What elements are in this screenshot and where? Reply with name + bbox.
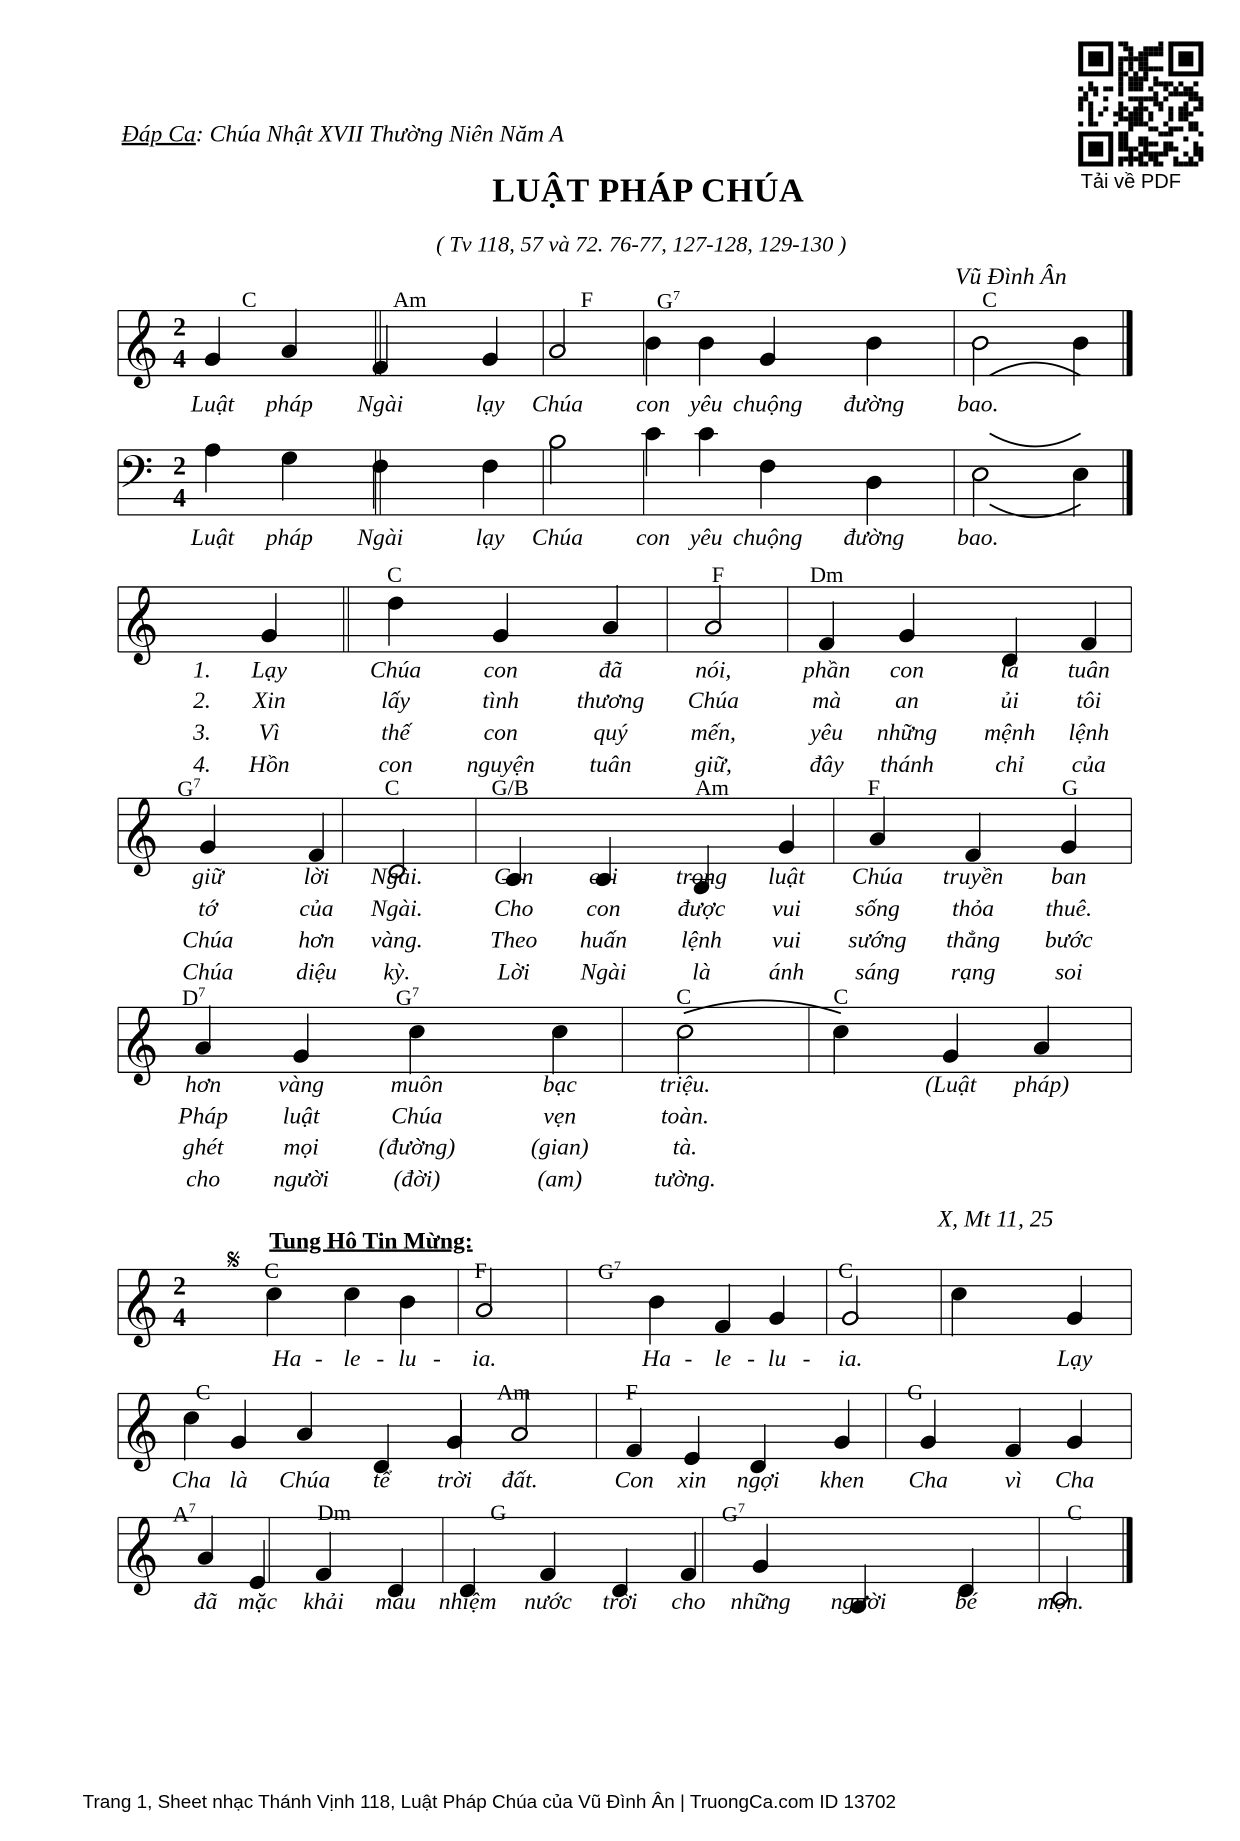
lyric-syllable: lệnh — [681, 927, 722, 954]
lyric-syllable: thẳng — [946, 927, 1001, 954]
lyric-syllable: của — [1071, 751, 1106, 778]
chord-symbol: $G^7$ — [395, 983, 420, 1012]
lyric-syllable: tuân — [1067, 657, 1110, 684]
lyric-syllable: trọng — [675, 863, 728, 890]
chord-symbol — [868, 776, 880, 802]
chord-symbol — [264, 1259, 279, 1285]
lyric-syllable: mọn. — [1037, 1588, 1084, 1615]
lyric-syllable: lu — [767, 1345, 787, 1372]
lyric-syllable: bao. — [957, 391, 999, 418]
lyric-syllable: ia. — [838, 1345, 863, 1372]
chord-symbol — [907, 1381, 923, 1407]
lyric-syllable: Cha — [908, 1467, 948, 1494]
lyric-syllable: vàng — [278, 1071, 325, 1098]
lyric-syllable: coi — [589, 863, 618, 890]
lyric-syllable: lệnh — [1068, 719, 1110, 746]
lyric-syllable: hơn — [185, 1071, 222, 1098]
lyric-syllable: Chúa — [279, 1467, 331, 1494]
lyric-syllable: mọi — [283, 1134, 319, 1161]
lyric-syllable: Chúa — [182, 927, 234, 954]
lyric-syllable: truyền — [942, 863, 1004, 890]
lyric-syllable: Luật — [190, 524, 235, 551]
lyric-syllable: màu — [375, 1588, 416, 1615]
composer: Vũ Đình Ân — [955, 263, 1067, 290]
lyric-syllable: rạng — [950, 959, 996, 986]
chord-symbol — [317, 1501, 351, 1527]
chord-name: C — [264, 1258, 280, 1284]
lyric-syllable: yêu — [810, 719, 844, 746]
lyric-syllable: Theo — [490, 927, 538, 954]
lyric-syllable: con — [889, 657, 925, 684]
lyric-syllable: Ngài — [357, 524, 404, 551]
lyric-syllable: (đời) — [393, 1166, 441, 1193]
lyric-syllable: Ha — [642, 1345, 672, 1372]
chord-symbol — [196, 1381, 211, 1407]
lyric-syllable: là — [692, 959, 711, 986]
lyric-syllable: bao. — [957, 524, 999, 551]
lyric-syllable: ia. — [472, 1345, 497, 1372]
lyric-syllable: thỏa — [952, 895, 995, 922]
lyric-syllable: ngợi — [736, 1467, 780, 1494]
lyric-syllable: bé — [954, 1588, 978, 1615]
lyric-syllable: pháp — [265, 391, 313, 418]
lyric-syllable: soi — [1054, 959, 1083, 986]
lyric-syllable: pháp — [265, 524, 313, 551]
lyric-syllable: le — [343, 1345, 361, 1372]
treble-clef-icon: 𝄞 — [119, 1005, 159, 1083]
lyric-syllable: 4. — [193, 751, 211, 778]
chord-name: C — [1067, 1500, 1083, 1526]
lyric-syllable: Cho — [494, 895, 534, 922]
lyric-syllable: sướng — [848, 927, 907, 954]
chord-symbol — [393, 288, 427, 314]
acclamation-heading: Tung Hô Tin Mừng: — [269, 1228, 473, 1255]
chord-symbol: $G^7$ — [177, 774, 201, 803]
lyric-syllable: lạy — [475, 391, 505, 418]
chord-symbol — [695, 776, 729, 802]
lyric-syllable: pháp) — [1014, 1071, 1070, 1098]
chord-name: Dm — [317, 1500, 352, 1526]
lyric-syllable: là — [1000, 657, 1019, 684]
lyric-syllable: 2. — [193, 687, 211, 714]
lyric-syllable: tường. — [654, 1166, 716, 1193]
lyric-syllable: thuê. — [1045, 895, 1093, 922]
lyric-syllable: thế — [381, 719, 411, 746]
lyric-syllable: vui — [772, 927, 801, 954]
chord-symbol: $A^7$ — [172, 1499, 196, 1528]
lyric-syllable: con — [378, 751, 413, 778]
lyric-syllable: Hồn — [248, 751, 290, 778]
download-pdf-link[interactable]: Tải về PDF — [1080, 170, 1181, 193]
treble-clef-icon: 𝄞 — [119, 1267, 159, 1345]
lyric-syllable: đây — [809, 751, 844, 778]
lyric-syllable: (đường) — [378, 1134, 456, 1161]
treble-clef-icon: 𝄞 — [119, 585, 159, 662]
chord-name: G — [907, 1380, 924, 1406]
lyric-syllable: thánh — [880, 751, 934, 778]
lyric-syllable: khen — [819, 1467, 865, 1494]
lyric-syllable: lu — [398, 1345, 417, 1372]
qr-code[interactable] — [1077, 41, 1205, 166]
lyric-syllable: 3. — [193, 719, 211, 746]
chord-symbol — [1062, 776, 1078, 802]
chord-symbol — [242, 288, 257, 314]
lyric-syllable: Cha — [171, 1467, 212, 1494]
lyric-syllable: tuân — [589, 751, 632, 778]
subtitle — [122, 122, 564, 149]
chord-symbol — [712, 563, 724, 589]
chord-name: Am — [695, 775, 729, 801]
lyric-syllable: nhiệm — [438, 1588, 497, 1615]
lyric-syllable: đường — [843, 524, 905, 551]
lyric-syllable: triệu. — [659, 1071, 711, 1098]
lyric-syllable: lạy — [475, 524, 505, 551]
segno-icon: 𝄋 — [227, 1242, 241, 1279]
chord-name: G — [490, 1500, 507, 1526]
chord-name: G — [597, 1260, 614, 1286]
lyric-syllable: Lạy — [1056, 1345, 1093, 1372]
chord-name: C — [838, 1258, 854, 1284]
lyric-syllable: 1. — [193, 657, 211, 684]
final-barline — [1127, 311, 1133, 376]
lyric-syllable: trời — [602, 1588, 638, 1615]
chord-symbol: $D^7$ — [182, 983, 206, 1012]
lyric-syllable: mệnh — [984, 719, 1036, 746]
chord-symbol — [982, 288, 997, 314]
chord-name: F — [711, 563, 725, 589]
chord-symbol: $G^7$ — [721, 1499, 746, 1528]
lyric-syllable: đường — [843, 391, 905, 418]
chord-name: D — [182, 986, 199, 1012]
time-signature-top: 2 — [173, 450, 186, 481]
chord-name: C — [241, 288, 257, 313]
lyric-syllable: ghét — [182, 1134, 224, 1161]
time-signature-bottom: 4 — [173, 483, 186, 513]
lyric-syllable: muôn — [390, 1071, 444, 1098]
lyric-syllable: sáng — [855, 959, 900, 986]
lyric-syllable: cho — [186, 1166, 221, 1193]
lyric-syllable: đã — [193, 1588, 218, 1615]
lyric-syllable: Con — [614, 1467, 654, 1494]
lyric-syllable: luật — [282, 1103, 320, 1130]
chord-name: C — [982, 288, 998, 313]
chord-name: C — [676, 984, 692, 1010]
lyric-syllable: - — [433, 1345, 441, 1372]
lyric-syllable: quý — [593, 719, 628, 746]
lyric-syllable: (gian) — [530, 1134, 589, 1161]
lyric-syllable: xin — [677, 1467, 707, 1494]
lyric-syllable: toàn. — [660, 1103, 709, 1130]
lyric-syllable: mặc — [237, 1588, 278, 1615]
page-footer: Trang 1, Sheet nhạc Thánh Vịnh 118, Luật Pháp Chúa của Vũ Đình Ân | TruongCa.com ID 13702 — [82, 1792, 897, 1813]
lyric-syllable: người — [830, 1588, 887, 1615]
chord-name: G — [721, 1502, 738, 1528]
lyric-syllable: cho — [671, 1588, 706, 1615]
lyric-syllable: Ngài — [357, 391, 404, 418]
lyric-syllable: mà — [812, 687, 842, 714]
lyric-syllable: vì — [1004, 1467, 1022, 1494]
lyric-syllable: lấy — [381, 687, 411, 714]
tie — [990, 433, 1081, 446]
acclamation-reference: X, Mt 11, 25 — [937, 1206, 1054, 1233]
lyric-syllable: là — [229, 1467, 248, 1494]
time-signature-bottom: 4 — [173, 343, 186, 374]
lyric-syllable: yêu — [689, 391, 723, 418]
subtitle-text: : Chúa Nhật XVII Thường Niên Năm A — [195, 121, 564, 148]
chord-symbol — [491, 776, 528, 802]
chord-name: G — [177, 777, 194, 803]
lyric-syllable: vẹn — [543, 1103, 577, 1130]
chord-name: A — [172, 1502, 189, 1528]
lyric-syllable: giữ — [192, 863, 224, 890]
lyric-syllable: chuộng — [732, 524, 803, 551]
chord-symbol: $G^7$ — [656, 286, 681, 315]
lyric-syllable: con — [483, 719, 518, 746]
chord-symbol — [497, 1381, 531, 1407]
chord-name: G — [395, 986, 412, 1012]
time-signature-bottom: 4 — [173, 1302, 186, 1333]
lyric-syllable: Ngài — [580, 959, 627, 986]
lyric-syllable: Cha — [1054, 1467, 1095, 1494]
lyric-syllable: lời — [303, 863, 330, 890]
lyric-syllable: thương — [576, 687, 645, 714]
lyric-syllable: chỉ — [995, 751, 1025, 778]
lyric-syllable: - — [802, 1345, 811, 1372]
subtitle-label: Đáp Ca — [121, 121, 196, 148]
chord-name: Am — [496, 1380, 531, 1406]
chord-name: C — [386, 563, 402, 589]
lyric-syllable: trời — [437, 1467, 473, 1494]
final-barline — [1127, 1518, 1133, 1583]
chord-name: Am — [392, 288, 427, 313]
treble-clef-icon: 𝄞 — [119, 796, 159, 874]
lyric-syllable: ánh — [768, 959, 805, 986]
lyric-syllable: của — [299, 895, 334, 922]
lyric-syllable: đã — [598, 657, 623, 684]
lyric-syllable: bạc — [542, 1071, 577, 1098]
lyric-syllable: Chúa — [851, 863, 904, 890]
lyric-syllable: khải — [303, 1588, 344, 1615]
final-barline — [1127, 450, 1133, 515]
chord-symbol — [833, 985, 848, 1011]
time-signature-top: 2 — [173, 1270, 186, 1300]
lyric-syllable: tôi — [1076, 687, 1102, 714]
lyric-syllable: con — [636, 391, 671, 418]
lyric-syllable: tớ — [198, 895, 218, 922]
chord-name: F — [580, 288, 594, 313]
chord-name: F — [474, 1258, 487, 1284]
lyric-syllable: Ha — [272, 1345, 302, 1372]
psalm-reference: ( Tv 118, 57 và 72. 76-77, 127-128, 129-130 ) — [436, 232, 847, 258]
lyric-syllable: nước — [524, 1588, 572, 1615]
lyric-syllable: Xin — [252, 687, 286, 714]
lyric-syllable: ban — [1051, 863, 1087, 890]
treble-clef-icon: 𝄞 — [119, 1515, 159, 1593]
lyric-syllable: kỳ. — [383, 959, 411, 986]
lyric-syllable: những — [730, 1588, 791, 1615]
lyric-syllable: Chúa — [370, 657, 422, 684]
lyric-syllable: người — [273, 1166, 329, 1193]
lyric-syllable: con — [483, 657, 518, 684]
lyric-syllable: - — [684, 1345, 693, 1372]
lyric-syllable: tể — [372, 1467, 390, 1494]
lyric-syllable: - — [747, 1345, 756, 1372]
lyric-syllable: con — [586, 895, 621, 922]
lyric-syllable: con — [636, 524, 671, 551]
chord-symbol: $G^7$ — [597, 1257, 622, 1286]
lyric-syllable: nói, — [695, 657, 732, 684]
chord-name: G/B — [491, 775, 529, 801]
lyric-syllable: le — [714, 1345, 732, 1372]
song-title: LUẬT PHÁP CHÚA — [492, 171, 805, 210]
lyric-syllable: những — [876, 719, 938, 746]
lyric-syllable: được — [677, 895, 726, 922]
lyric-syllable: chuộng — [732, 391, 803, 418]
lyric-syllable: Lạy — [251, 657, 287, 684]
lyric-syllable: huấn — [579, 927, 628, 954]
lyric-syllable: Vì — [258, 719, 280, 746]
chord-name: C — [195, 1380, 211, 1406]
chord-name: F — [625, 1380, 639, 1406]
lyric-syllable: Ngài. — [370, 895, 423, 922]
tie — [990, 363, 1081, 376]
lyric-syllable: Chúa — [182, 959, 234, 986]
chord-name: G — [1061, 775, 1079, 801]
lyric-syllable: - — [314, 1345, 323, 1372]
lyric-syllable: Lời — [497, 959, 530, 986]
chord-name: G — [656, 289, 673, 315]
lyric-syllable: sống — [855, 895, 900, 922]
lyric-syllable: tình — [482, 687, 520, 714]
lyric-syllable: Chúa — [687, 687, 739, 714]
chord-name: Dm — [809, 563, 844, 589]
chord-symbol — [474, 1259, 486, 1285]
chord-name: C — [384, 775, 400, 801]
bass-clef-icon: 𝄢 — [118, 444, 154, 509]
lyric-syllable: Chúa — [531, 391, 584, 418]
chord-symbol — [387, 563, 402, 589]
chord-symbol — [581, 288, 593, 314]
lyric-syllable: tà. — [672, 1134, 698, 1161]
lyric-syllable: luật — [768, 863, 805, 890]
lyric-syllable: yêu — [689, 524, 723, 551]
chord-symbol — [838, 1259, 853, 1285]
lyric-syllable: (am) — [537, 1166, 583, 1193]
time-signature-top: 2 — [173, 311, 186, 341]
lyric-syllable: vui — [772, 895, 801, 922]
lyric-syllable: Ngài. — [370, 863, 423, 890]
treble-clef-icon: 𝄞 — [119, 308, 159, 386]
lyric-syllable: - — [376, 1345, 385, 1372]
lyric-syllable: mến, — [690, 719, 736, 746]
lyric-syllable: Pháp — [178, 1103, 229, 1130]
lyric-syllable: Chúa — [531, 524, 584, 551]
lyric-syllable: diệu — [296, 959, 337, 986]
chord-symbol — [385, 776, 400, 802]
lyric-syllable: ủi — [1000, 687, 1019, 714]
lyric-syllable: Chúa — [391, 1103, 443, 1130]
lyric-syllable: nguyện — [466, 751, 535, 778]
lyric-syllable: giữ, — [694, 751, 732, 778]
chord-symbol — [810, 563, 844, 589]
lyric-syllable: hơn — [298, 927, 335, 954]
lyric-syllable: an — [895, 687, 919, 714]
chord-name: F — [867, 775, 881, 801]
chord-symbol — [676, 985, 691, 1011]
lyric-syllable: phần — [803, 657, 851, 684]
lyric-syllable: vàng. — [370, 927, 423, 954]
chord-symbol — [626, 1381, 638, 1407]
lyric-syllable: (Luật — [925, 1071, 977, 1098]
chord-symbol — [490, 1501, 506, 1527]
treble-clef-icon: 𝄞 — [119, 1391, 159, 1469]
lyric-syllable: bước — [1044, 927, 1093, 954]
lyric-syllable: Luật — [190, 391, 235, 418]
lyric-syllable: Con — [494, 863, 534, 890]
chord-name: C — [833, 984, 849, 1010]
chord-symbol — [1067, 1501, 1082, 1527]
lyric-syllable: đất. — [501, 1467, 538, 1494]
